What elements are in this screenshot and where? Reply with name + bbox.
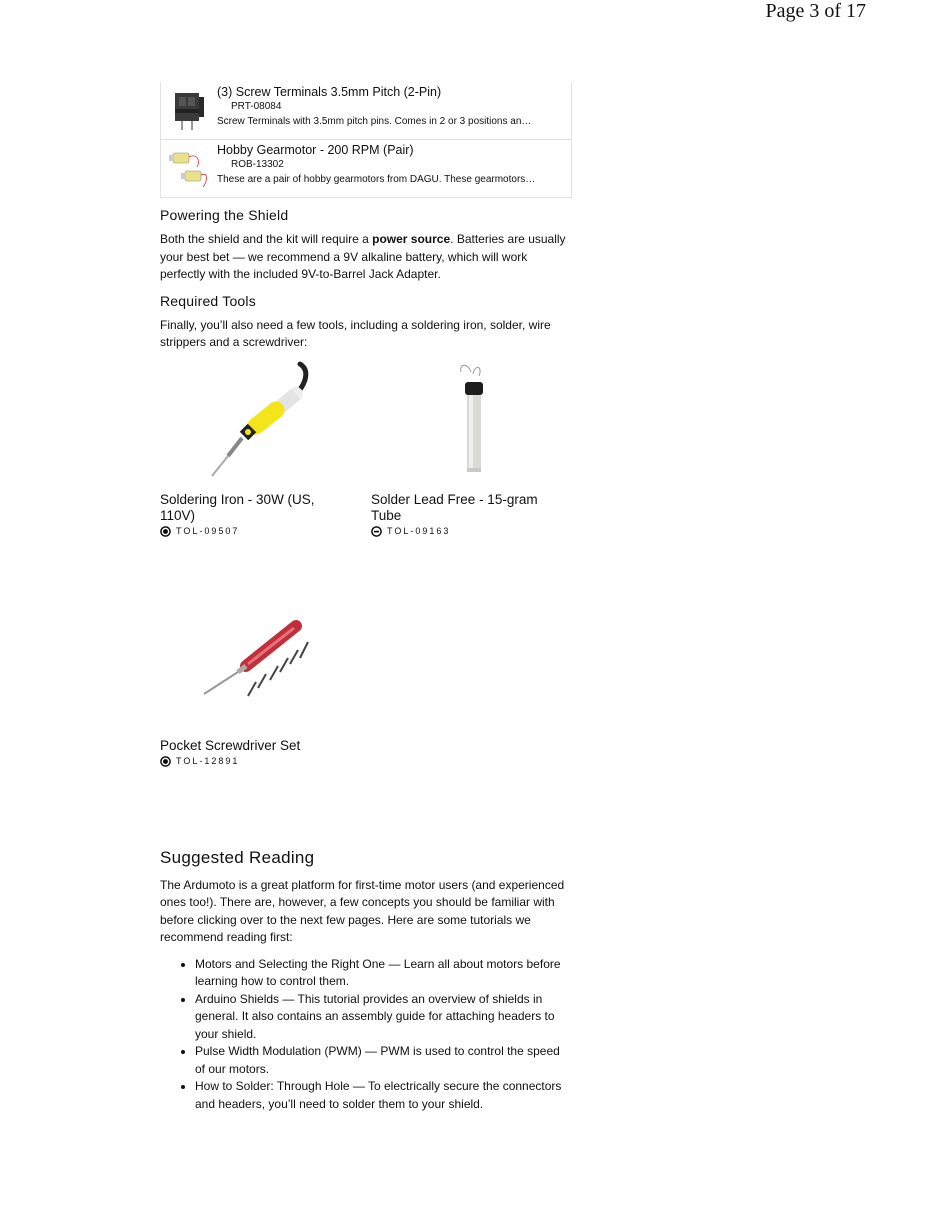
powering-paragraph bbox=[160, 231, 572, 284]
gearmotor-image bbox=[161, 140, 217, 197]
tool-name[interactable]: Pocket Screwdriver Set bbox=[160, 737, 301, 753]
product-description: Screw Terminals with 3.5mm pitch pins. Comes in 2 or 3 positions an… bbox=[217, 116, 532, 127]
list-item[interactable]: • Arduino Shields — This tutorial provides an overview of shields in general. It also contains an assembly guide for attaching headers to your shield. bbox=[195, 991, 572, 1044]
powering-heading: Powering the Shield bbox=[160, 207, 289, 223]
powering-text: Both the shield and the kit will require a bbox=[160, 232, 373, 246]
product-name[interactable]: (3) Screw Terminals 3.5mm Pitch (2-Pin) bbox=[217, 85, 442, 99]
reading-intro: The Ardumoto is a great platform for first-time motor users (and experienced ones too!). There are, however, a few concepts you should be familiar with before clicking over to the next few pages. Here are some tutorials we recommend reading first: bbox=[160, 877, 565, 944]
list-item[interactable]: • How to Solder: Through Hole — To electrically secure the connectors and headers, you’ll need to solder them to your shield. bbox=[195, 1078, 572, 1113]
screw-terminal-image bbox=[161, 82, 217, 139]
solder-tube-image bbox=[411, 360, 541, 480]
page-number: Page 3 of 17 bbox=[765, 0, 866, 22]
product-name[interactable]: Hobby Gearmotor - 200 RPM (Pair) bbox=[217, 143, 414, 157]
product-row[interactable] bbox=[161, 140, 571, 197]
retired-icon bbox=[160, 756, 171, 767]
tool-sku-row bbox=[160, 526, 350, 537]
powering-text-cont: . Batteries are usually your best bet — we recommend a 9V alkaline battery, which will work perfectly with the included 9V-to-Barrel Jack Adapter. bbox=[160, 232, 566, 281]
tool-card[interactable] bbox=[371, 360, 561, 537]
product-table bbox=[160, 82, 572, 198]
reading-list bbox=[160, 956, 572, 1114]
tool-card[interactable] bbox=[160, 606, 350, 767]
tools-grid bbox=[160, 352, 572, 782]
retired-icon bbox=[160, 526, 171, 537]
tool-sku: TOL-09163 bbox=[387, 526, 451, 536]
product-description: These are a pair of hobby gearmotors from DAGU. These gearmotors… bbox=[217, 174, 536, 185]
tool-sku: TOL-12891 bbox=[176, 756, 240, 766]
product-row[interactable] bbox=[161, 82, 571, 140]
screwdriver-set-image bbox=[200, 606, 330, 726]
tools-intro: Finally, you’ll also need a few tools, including a soldering iron, solder, wire strippers and a screwdriver: bbox=[160, 317, 551, 349]
list-item[interactable]: • Pulse Width Modulation (PWM) — PWM is used to control the speed of our motors. bbox=[195, 1043, 572, 1078]
page-content bbox=[160, 82, 572, 1113]
minus-circle-icon bbox=[371, 526, 382, 537]
power-source-text: power source bbox=[372, 232, 451, 246]
tool-name[interactable]: Solder Lead Free - 15-gram Tube bbox=[371, 491, 538, 523]
tool-sku-row bbox=[160, 756, 350, 767]
tool-card[interactable] bbox=[160, 360, 350, 537]
product-sku: ROB-13302 bbox=[231, 159, 284, 170]
tool-sku: TOL-09507 bbox=[176, 526, 240, 536]
product-sku: PRT-08084 bbox=[231, 101, 282, 112]
tools-heading: Required Tools bbox=[160, 292, 256, 309]
soldering-iron-image bbox=[200, 360, 330, 480]
suggested-reading-heading: Suggested Reading bbox=[160, 847, 315, 867]
tool-name[interactable]: Soldering Iron - 30W (US, 110V) bbox=[160, 491, 315, 523]
tool-sku-row bbox=[371, 526, 561, 537]
list-item[interactable]: • Motors and Selecting the Right One — Learn all about motors before learning how to control them. bbox=[195, 956, 572, 991]
